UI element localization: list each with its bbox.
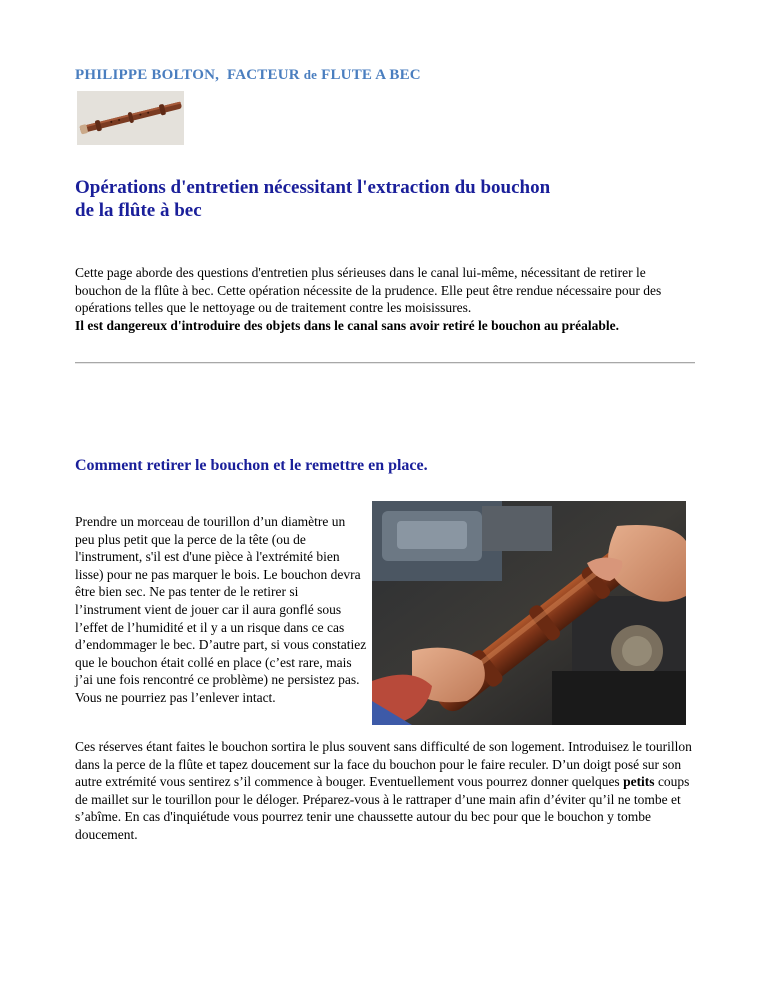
page-title-line2: de la flûte à bec xyxy=(75,200,202,221)
section-title: Comment retirer le bouchon et le remettre en place. xyxy=(75,457,428,474)
page-title xyxy=(75,176,635,222)
page-title-line1: Opérations d'entretien nécessitant l'extraction du bouchon xyxy=(75,177,551,198)
header-craft-a: FACTEUR xyxy=(226,67,300,83)
intro-warning: Il est dangereux d'introduire des objets dans le canal sans avoir retiré le bouchon au préalable. xyxy=(75,317,620,333)
header-craft-b: FLUTE A BEC xyxy=(321,67,421,83)
workshop-photo xyxy=(372,501,686,725)
intro-paragraph xyxy=(75,264,691,334)
workshop-illustration xyxy=(372,501,686,725)
header-author: PHILIPPE BOLTON, xyxy=(75,67,220,83)
header-craft-de: de xyxy=(303,67,318,82)
horizontal-divider xyxy=(75,362,695,364)
recorder-illustration xyxy=(77,91,184,145)
body-text-part1: Ces réserves étant faites le bouchon sortira le plus souvent sans difficulté de son logement. Introduisez le tourillon dans la perce de la flûte et tapez doucement sur la face du bouchon pour le faire reculer. D’un doigt posé sur son autre extrémité vous sentirez s’il commence à bouger. Eventuellement vous pourrez donner quelques xyxy=(75,739,692,790)
intro-text: Cette page aborde des questions d'entretien plus sérieuses dans le canal lui-même, nécessitant de retirer le bouchon de la flûte à bec. Cette opération nécessite de la prudence. Elle peut être rendue nécessaire pour des opérations telles que le nettoyage ou de traitement contre les moisissures. xyxy=(75,265,662,316)
body-text-bold: petits xyxy=(623,774,655,790)
section-column-text: Prendre un morceau de tourillon d’un diamètre un peu plus petit que la perce de la tête (ou de l'instrument, s'il est d'une pièce à l'extrémité bien lisse) pour ne pas marquer le bois. Le bouchon devra être bien sec. Ne pas tenter de le retirer si l’instrument vient de jouer car il aura gonflé sous l’effet de l’humidité et il y a un risque dans ce cas d’endommager le bec. D’autre part, si vous constatiez que le bouchon était collé en place (c’est rare, mais j’ai une fois rencontré ce problème) ne persistez pas. Vous ne pourriez pas l’enlever intact. xyxy=(75,514,367,705)
recorder-photo xyxy=(77,91,184,145)
site-header xyxy=(75,67,421,84)
section-body-text xyxy=(75,738,695,844)
body-text-part2: coups de maillet sur le tourillon pour le déloger. Préparez-vous à le rattraper d’une main afin d’éviter qu’il ne tombe et s’abîme. En cas d'inquiétude vous pourrez tenir une chaussette autour du bec pour que le bouchon y tombe doucement. xyxy=(75,774,690,842)
